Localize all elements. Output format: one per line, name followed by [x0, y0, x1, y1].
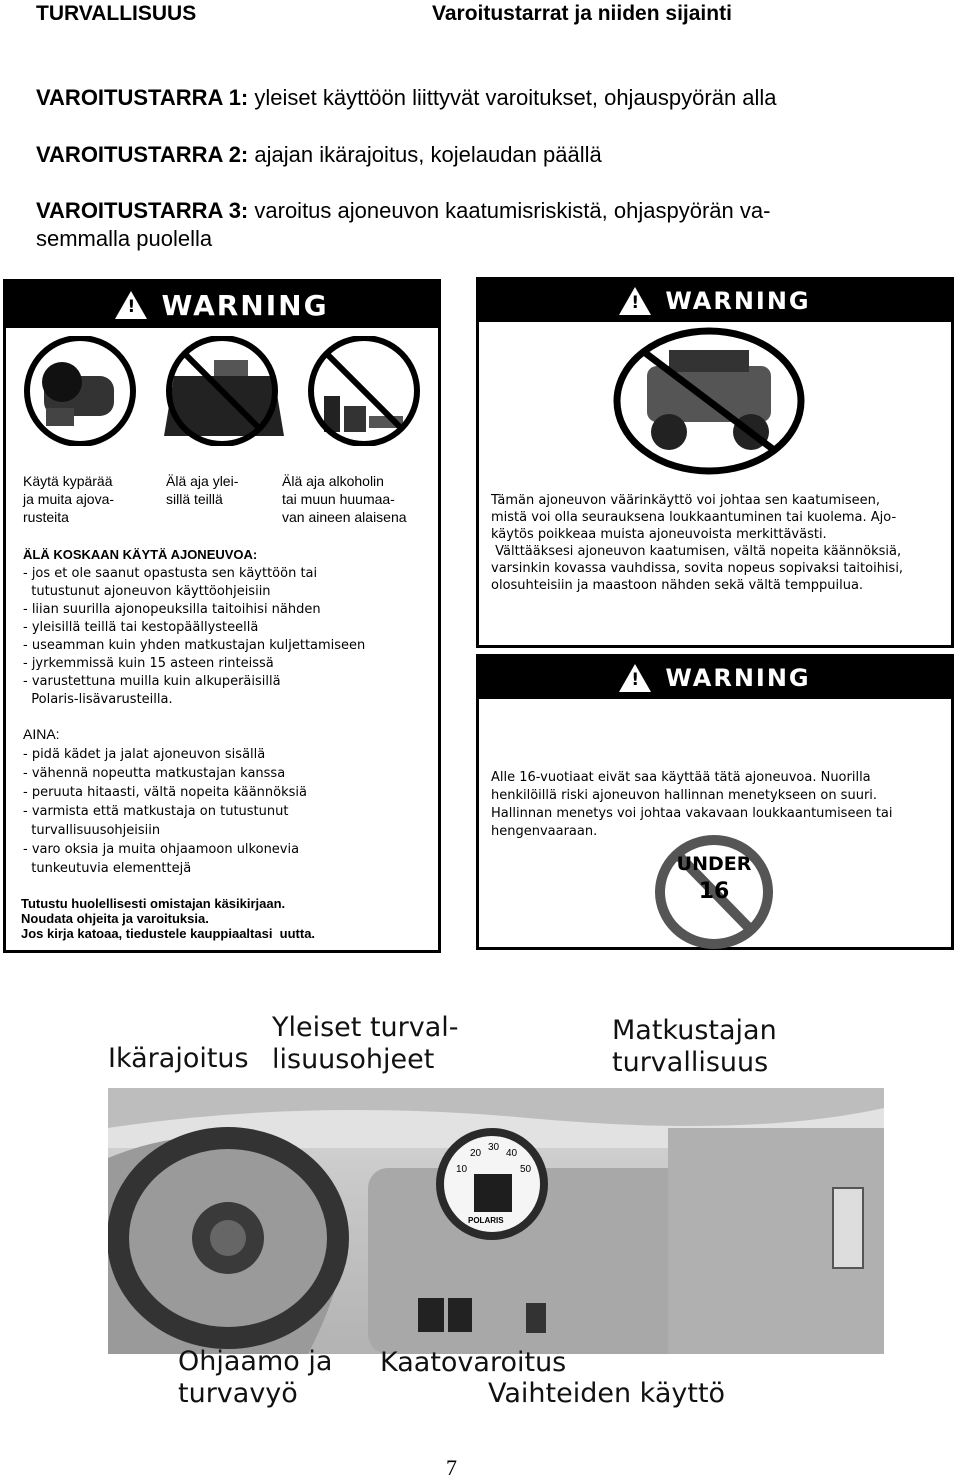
location-label: VAROITUSTARRA 2:	[36, 142, 249, 167]
list-item: - yleisillä teillä tai kestopäällysteellä	[23, 620, 259, 635]
speedometer-gauge	[436, 1128, 548, 1240]
location-line-3-cont	[36, 225, 212, 253]
page-title: Varoitustarrat ja niiden sijainti	[432, 2, 732, 25]
sticker-footer	[21, 896, 315, 941]
text-line: olosuhteisiin ja maastoon nähden sekä vältä temppuilua.	[491, 578, 864, 593]
prohibition-icons	[14, 336, 434, 446]
warning-triangle-icon	[619, 664, 651, 692]
dashboard-photo	[108, 1088, 884, 1354]
list-item: - jyrkemmissä kuin 15 asteen rinteissä	[23, 656, 274, 671]
text-line: Hallinnan menetys voi johtaa vakavaan loukkaantumiseen tai	[491, 806, 893, 821]
warning-banner-text: WARNING	[665, 664, 811, 692]
text-line: mistä voi olla seurauksena loukkaantuminen tai kuolema. Ajo-	[491, 510, 897, 525]
text-line: hengenvaaraan.	[491, 824, 598, 839]
gauge-tick: 30	[488, 1142, 500, 1153]
text-line: käytös poikkeaa muista ajoneuvoista merkittävästi.	[491, 527, 827, 542]
sign-text-age: 16	[698, 879, 730, 904]
text-line: henkilöillä riski ajoneuvon hallinnan menetykseen on suuri.	[491, 788, 878, 803]
warning-banner-text: WARNING	[161, 288, 329, 322]
warning-triangle-icon	[619, 287, 651, 315]
sign-text-under: UNDER	[676, 853, 752, 875]
footer-line: Jos kirja katoaa, tiedustele kauppiaaltasi uutta.	[21, 926, 316, 941]
location-text: semmalla puolella	[36, 226, 213, 251]
callout-rollover: Kaatovaroitus	[380, 1347, 567, 1378]
caption-helmet: Käytä kypärää ja muita ajova- rusteita	[23, 473, 115, 525]
callout-general-safety: Yleiset turval- lisuusohjeet	[272, 1012, 459, 1075]
callout-age-limit: Ikärajoitus	[108, 1043, 249, 1074]
location-text: yleiset käyttöön liittyvät varoitukset, ohjauspyörän alla	[248, 85, 777, 110]
callout-passenger-safety: Matkustajan turvallisuus	[612, 1015, 777, 1078]
list-item: - peruuta hitaasti, vältä nopeita käännöksiä	[23, 785, 307, 800]
location-label: VAROITUSTARRA 1:	[36, 85, 249, 110]
caption-alcohol: Älä aja alkoholin tai muun huumaa- van aineen alaisena	[282, 473, 407, 525]
list-item: - useamman kuin yhden matkustajan kuljettamiseen	[23, 638, 366, 653]
warning-banner	[6, 282, 438, 328]
location-line-2	[36, 141, 602, 169]
list-item: - varustettuna muilla kuin alkuperäisillä	[23, 674, 281, 689]
list-item: - vähennä nopeutta matkustajan kanssa	[23, 766, 286, 781]
gauge-tick: 10	[456, 1164, 468, 1175]
list-item: tunkeutuvia elementtejä	[23, 861, 192, 876]
gauge-display	[474, 1174, 512, 1212]
gauge-tick: 50	[520, 1164, 532, 1175]
warning-sticker-general	[3, 279, 441, 953]
text-line: varsinkin kovassa vauhdissa, sovita nopeus sopivaksi taitoihisi,	[491, 561, 904, 576]
footer-line: Noudata ohjeita ja varoituksia.	[21, 911, 209, 926]
text-line: Tämän ajoneuvon väärinkäyttö voi johtaa sen kaatumiseen,	[491, 493, 880, 508]
location-text: varoitus ajoneuvon kaatumisriskistä, ohjaspyörän va-	[248, 198, 771, 223]
under-16-sign	[654, 835, 774, 949]
age-text	[491, 769, 893, 841]
gauge-tick: 40	[506, 1148, 518, 1159]
paved-road-icon	[164, 338, 284, 444]
never-list	[23, 565, 365, 709]
list-item: turvallisuusohjeisiin	[23, 823, 161, 838]
warning-banner-text: WARNING	[665, 287, 811, 315]
gauge-brand: POLARIS	[468, 1216, 504, 1225]
warning-banner	[479, 657, 951, 699]
callout-cab-seatbelt: Ohjaamo ja turvavyö	[178, 1346, 333, 1409]
always-heading: AINA:	[23, 726, 60, 742]
no-rollover-vehicle-icon	[609, 326, 809, 476]
always-list	[23, 745, 307, 878]
list-item: - varmista että matkustaja on tutustunut	[23, 804, 289, 819]
list-item: Polaris-lisävarusteilla.	[23, 692, 173, 707]
footer-line: Tutustu huolellisesti omistajan käsikirjaan.	[21, 896, 286, 911]
location-line-3	[36, 197, 770, 225]
list-item: - pidä kädet ja jalat ajoneuvon sisällä	[23, 747, 266, 762]
text-line: Välttääksesi ajoneuvon kaatumisen, vältä nopeita käännöksiä,	[491, 544, 902, 559]
list-item: - liian suurilla ajonopeuksilla taitoihisi nähden	[23, 602, 321, 617]
helmet-gear-icon	[27, 338, 133, 444]
list-item: - varo oksia ja muita ohjaamoon ulkonevia	[23, 842, 300, 857]
alcohol-drugs-icon	[311, 338, 417, 444]
list-item: tutustunut ajoneuvon käyttöohjeisiin	[23, 584, 271, 599]
warning-sticker-rollover	[476, 277, 954, 648]
callout-gear-use: Vaihteiden käyttö	[488, 1378, 726, 1409]
warning-sticker-age	[476, 654, 954, 950]
location-text: ajajan ikärajoitus, kojelaudan päällä	[248, 142, 602, 167]
warning-banner	[479, 280, 951, 322]
page-number: 7	[446, 1455, 457, 1480]
caption-public-roads: Älä aja ylei- sillä teillä	[166, 473, 239, 507]
text-line: Alle 16-vuotiaat eivät saa käyttää tätä ajoneuvoa. Nuorilla	[491, 770, 871, 785]
location-line-1	[36, 84, 777, 112]
location-label: VAROITUSTARRA 3:	[36, 198, 249, 223]
warning-triangle-icon	[115, 291, 147, 319]
section-title: TURVALLISUUS	[36, 2, 197, 25]
never-heading: ÄLÄ KOSKAAN KÄYTÄ AJONEUVOA:	[23, 547, 258, 562]
gauge-tick: 20	[470, 1148, 482, 1159]
rollover-text	[491, 492, 903, 594]
list-item: - jos et ole saanut opastusta sen käyttöön tai	[23, 566, 318, 581]
